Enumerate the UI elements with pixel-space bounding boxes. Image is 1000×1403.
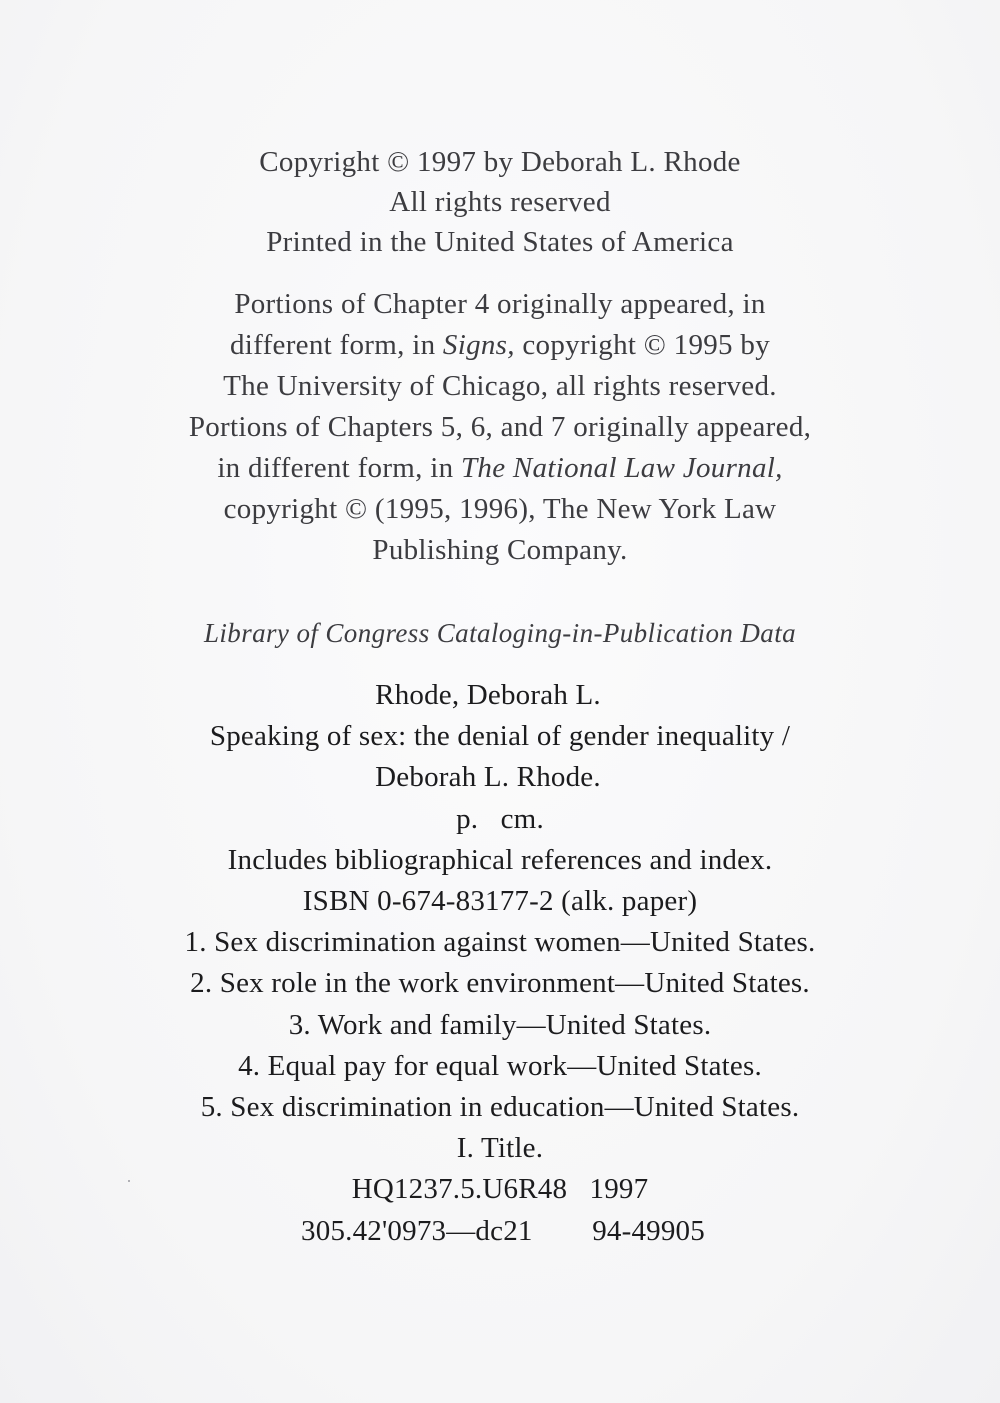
portions-line-4: Portions of Chapters 5, 6, and 7 originally appeared, xyxy=(188,411,812,443)
cip-subject-5: 5. Sex discrimination in education—United States. xyxy=(200,1091,800,1124)
cip-subject-1: 1. Sex discrimination against women—United States. xyxy=(184,926,816,959)
portions-line-2-post: copyright © 1995 by xyxy=(514,329,771,361)
signs-journal-title: Signs, xyxy=(442,329,515,361)
cip-subject-4: 4. Equal pay for equal work—United States. xyxy=(238,1049,762,1082)
cip-title-line-2: Deborah L. Rhode. xyxy=(375,761,601,794)
cip-heading-text: Library of Congress Cataloging-in-Publication Data xyxy=(203,618,796,648)
copyright-notice xyxy=(0,142,1000,262)
portions-line-2-pre: different form, in xyxy=(229,329,443,361)
cip-title-line-1: Speaking of sex: the denial of gender inequality / xyxy=(209,720,791,753)
cip-heading xyxy=(0,613,1000,653)
cip-pages: p. cm. xyxy=(456,802,544,835)
cip-isbn: ISBN 0-674-83177-2 (alk. paper) xyxy=(302,885,698,918)
rights-reserved-line: All rights reserved xyxy=(389,186,611,218)
national-law-journal-title: The National Law Journal, xyxy=(460,452,783,484)
portions-line-5 xyxy=(0,448,1000,489)
cip-subject-3: 3. Work and family—United States. xyxy=(288,1008,712,1041)
cip-title-entry: I. Title. xyxy=(456,1132,544,1165)
cip-includes: Includes bibliographical references and index. xyxy=(227,843,773,876)
cip-record xyxy=(0,675,1000,1252)
copyright-line: Copyright © 1997 by Deborah L. Rhode xyxy=(259,146,741,178)
portions-line-5-pre: in different form, in xyxy=(217,452,461,484)
paper-speck xyxy=(128,1180,130,1182)
portions-line-3: The University of Chicago, all rights reserved. xyxy=(223,370,777,402)
printed-in-line: Printed in the United States of America xyxy=(266,226,734,258)
portions-line-7: Publishing Company. xyxy=(372,534,628,566)
portions-line-6: copyright © (1995, 1996), The New York Law xyxy=(223,493,777,525)
cip-author: Rhode, Deborah L. xyxy=(375,679,601,711)
portions-line-1: Portions of Chapter 4 originally appeared, in xyxy=(234,288,766,320)
cip-subject-2: 2. Sex role in the work environment—United States. xyxy=(190,967,810,1000)
portions-line-2 xyxy=(0,325,1000,366)
cip-dewey: 305.42'0973—dc21 94-49905 xyxy=(301,1214,705,1247)
prior-publication-notice xyxy=(0,284,1000,571)
cip-lc-class: HQ1237.5.U6R48 1997 xyxy=(351,1173,649,1206)
